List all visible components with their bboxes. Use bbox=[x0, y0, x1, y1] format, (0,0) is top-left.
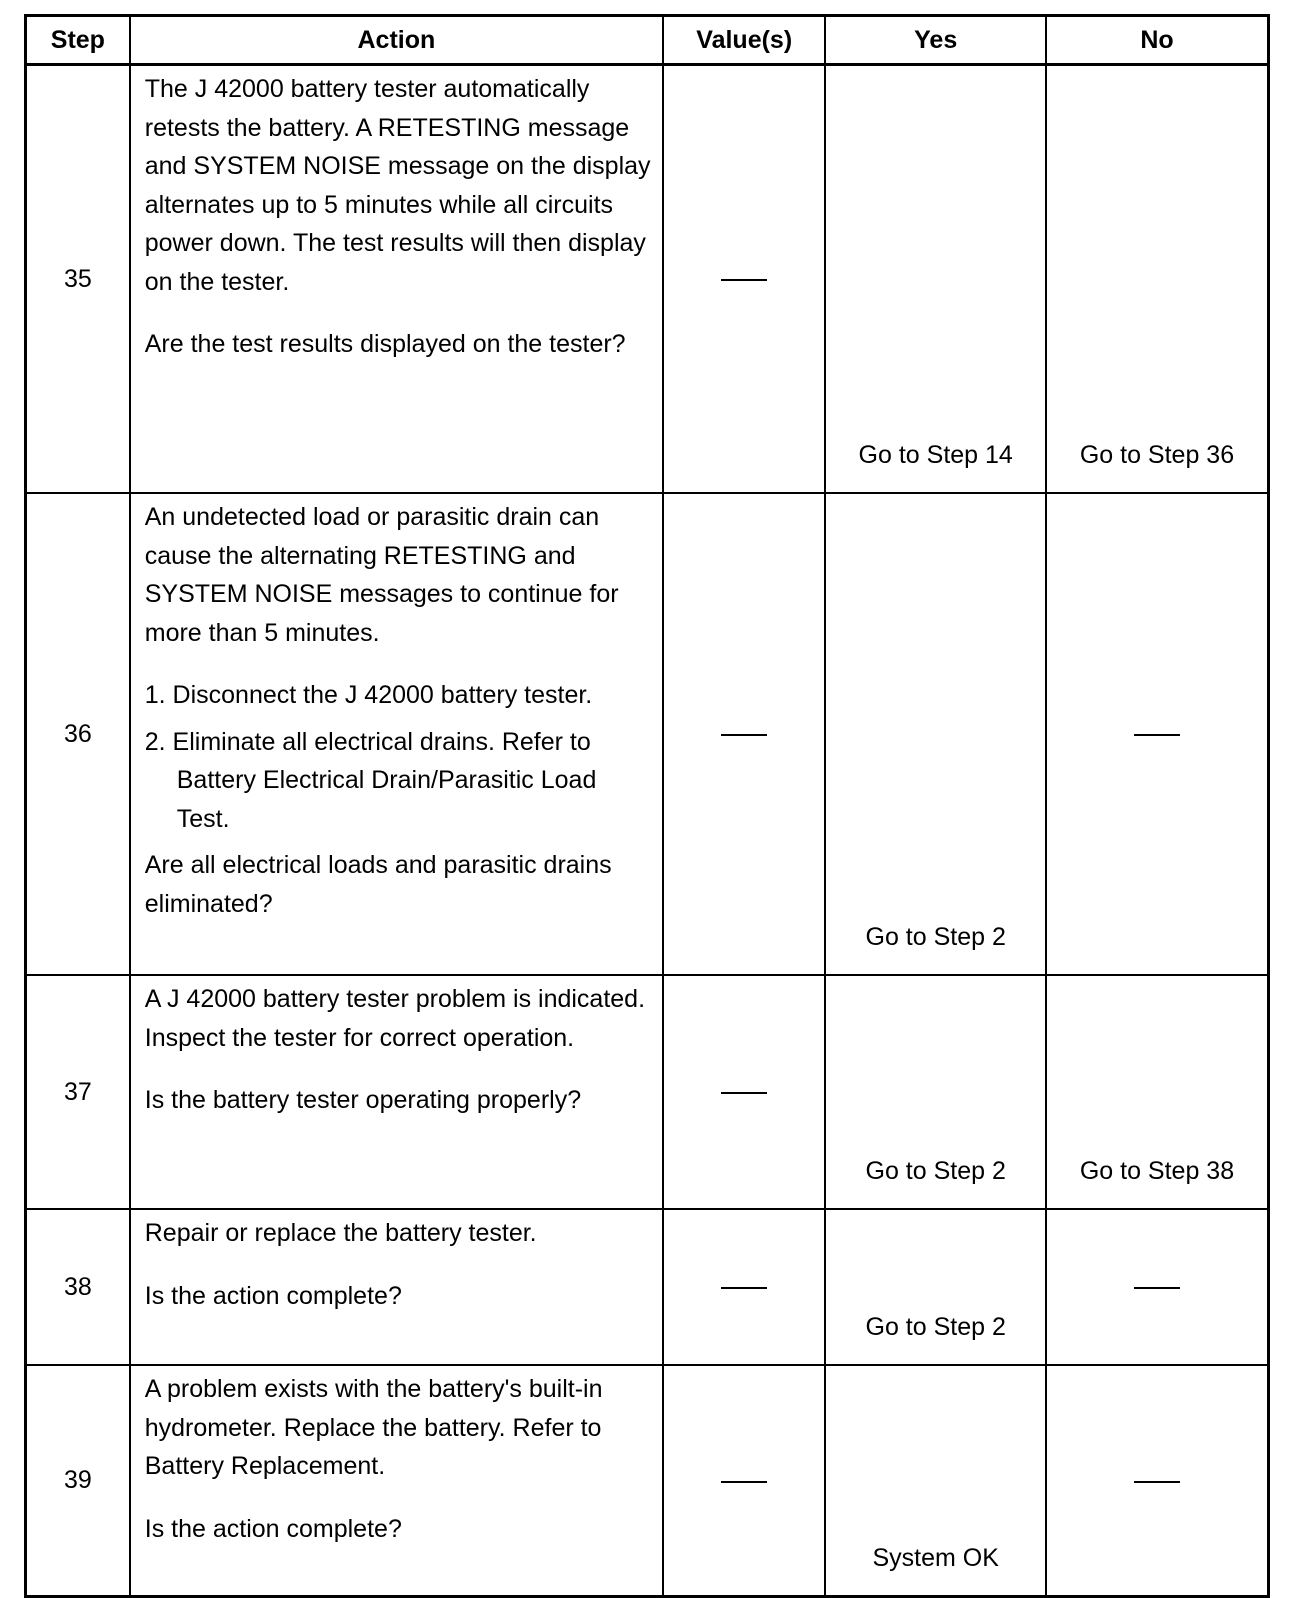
value-dash bbox=[721, 1481, 767, 1483]
no-cell bbox=[1046, 493, 1269, 975]
action-question: Is the action complete? bbox=[144, 1281, 402, 1310]
no-dash bbox=[1134, 1481, 1180, 1483]
table-row-step-37 bbox=[26, 975, 1269, 1209]
action-text: Repair or replace the battery tester. bbox=[144, 1219, 537, 1247]
header-no: No bbox=[1046, 16, 1269, 65]
list-item: 2. Eliminate all electrical drains. Refer to Battery Electrical Drain/Parasitic Load Test. bbox=[144, 727, 597, 833]
table-row-step-36 bbox=[26, 493, 1269, 975]
header-step: Step bbox=[26, 16, 130, 65]
diagnostic-table bbox=[24, 14, 1270, 1598]
value-cell bbox=[663, 1209, 825, 1365]
header-values: Value(s) bbox=[663, 16, 825, 65]
value-cell bbox=[663, 1365, 825, 1597]
value-dash bbox=[721, 734, 767, 736]
action-text: An undetected load or parasitic drain can cause the alternating RETESTING and SYSTEM NOISE messages to continue for more than 5 minutes. bbox=[144, 503, 619, 647]
step-number: 37 bbox=[26, 975, 130, 1209]
header-action: Action bbox=[130, 16, 663, 65]
action-cell bbox=[130, 493, 663, 975]
action-cell bbox=[130, 1365, 663, 1597]
value-cell bbox=[663, 65, 825, 494]
yes-cell: Go to Step 2 bbox=[825, 975, 1046, 1209]
header-yes: Yes bbox=[825, 16, 1046, 65]
step-number: 38 bbox=[26, 1209, 130, 1365]
value-dash bbox=[721, 1092, 767, 1094]
value-cell bbox=[663, 975, 825, 1209]
action-text: The J 42000 battery tester automatically retests the battery. A RETESTING message and SYSTEM NOISE message on the display alternates up to 5 minutes while all circuits power down. The test results will then display on the tester. bbox=[144, 75, 651, 296]
action-question: Is the action complete? bbox=[144, 1514, 402, 1543]
no-dash bbox=[1134, 734, 1180, 736]
table-row-step-38 bbox=[26, 1209, 1269, 1365]
table-row-step-39 bbox=[26, 1365, 1269, 1597]
action-question: Is the battery tester operating properly? bbox=[144, 1086, 582, 1114]
step-number: 35 bbox=[26, 65, 130, 494]
step-number: 39 bbox=[26, 1365, 130, 1597]
step-number: 36 bbox=[26, 493, 130, 975]
header-row bbox=[26, 16, 1269, 65]
no-dash bbox=[1134, 1287, 1180, 1289]
action-text: A problem exists with the battery's built-in hydrometer. Replace the battery. Refer to Battery Replacement. bbox=[144, 1375, 603, 1480]
action-cell bbox=[130, 65, 663, 494]
table-row-step-35 bbox=[26, 65, 1269, 494]
value-dash bbox=[721, 1287, 767, 1289]
value-dash bbox=[721, 279, 767, 281]
no-cell: Go to Step 36 bbox=[1046, 65, 1269, 494]
action-question: Are all electrical loads and parasitic drains eliminated? bbox=[144, 851, 612, 918]
action-cell bbox=[130, 975, 663, 1209]
no-cell bbox=[1046, 1365, 1269, 1597]
yes-cell: Go to Step 2 bbox=[825, 1209, 1046, 1365]
action-steps-list bbox=[145, 676, 652, 838]
no-cell: Go to Step 38 bbox=[1046, 975, 1269, 1209]
action-text: A J 42000 battery tester problem is indicated. Inspect the tester for correct operation. bbox=[144, 985, 646, 1052]
no-cell bbox=[1046, 1209, 1269, 1365]
yes-cell: System OK bbox=[825, 1365, 1046, 1597]
action-question: Are the test results displayed on the tester? bbox=[144, 330, 626, 358]
value-cell bbox=[663, 493, 825, 975]
yes-cell: Go to Step 2 bbox=[825, 493, 1046, 975]
list-item: 1. Disconnect the J 42000 battery tester. bbox=[144, 681, 593, 709]
action-cell bbox=[130, 1209, 663, 1365]
yes-cell: Go to Step 14 bbox=[825, 65, 1046, 494]
